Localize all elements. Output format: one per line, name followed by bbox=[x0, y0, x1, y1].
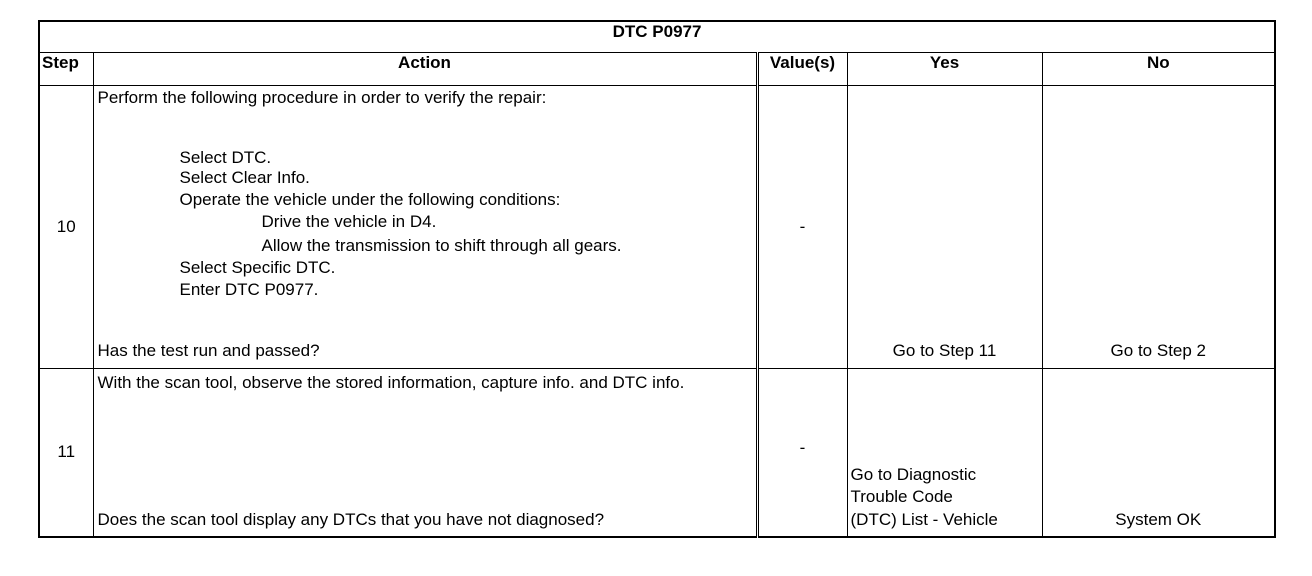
no-result: Go to Step 2 bbox=[1110, 341, 1206, 360]
action-subitem: Drive the vehicle in D4. bbox=[261, 212, 437, 231]
step-number: 11 bbox=[39, 369, 93, 537]
no-cell bbox=[1042, 369, 1275, 537]
action-cell bbox=[93, 86, 757, 369]
action-item: Select Clear Info. bbox=[179, 168, 310, 187]
table-title: DTC P0977 bbox=[39, 21, 1275, 53]
action-item: Operate the vehicle under the following conditions: bbox=[179, 190, 561, 209]
header-action: Action bbox=[93, 53, 757, 86]
yes-result: Go to Step 11 bbox=[892, 341, 997, 360]
action-item: Select Specific DTC. bbox=[179, 258, 336, 277]
no-cell bbox=[1042, 86, 1275, 369]
yes-result-line: Go to Diagnostic bbox=[850, 465, 977, 484]
action-cell bbox=[93, 369, 757, 537]
header-yes: Yes bbox=[847, 53, 1042, 86]
action-question: Does the scan tool display any DTCs that you have not diagnosed? bbox=[97, 510, 605, 529]
header-values: Value(s) bbox=[757, 53, 847, 86]
table-title-row bbox=[39, 21, 1275, 53]
action-intro: With the scan tool, observe the stored information, capture info. and DTC info. bbox=[97, 373, 685, 392]
action-intro: Perform the following procedure in order to verify the repair: bbox=[97, 88, 547, 107]
value-text: - bbox=[799, 438, 806, 458]
table-row bbox=[39, 369, 1275, 537]
yes-cell bbox=[847, 86, 1042, 369]
no-result: System OK bbox=[1115, 510, 1202, 529]
yes-result-line: Trouble Code bbox=[850, 487, 953, 506]
step-number: 10 bbox=[39, 86, 93, 369]
action-item: Enter DTC P0977. bbox=[179, 280, 319, 299]
table-row bbox=[39, 86, 1275, 369]
action-question: Has the test run and passed? bbox=[97, 341, 320, 360]
header-step: Step bbox=[39, 53, 93, 86]
dtc-table bbox=[38, 20, 1276, 538]
value-cell: - bbox=[757, 86, 847, 369]
table-header-row bbox=[39, 53, 1275, 86]
value-cell bbox=[757, 369, 847, 537]
action-item: Select DTC. bbox=[179, 148, 272, 167]
header-no: No bbox=[1042, 53, 1275, 86]
action-subitem: Allow the transmission to shift through all gears. bbox=[261, 236, 622, 255]
yes-result-line: (DTC) List - Vehicle bbox=[850, 510, 998, 529]
yes-cell bbox=[847, 369, 1042, 537]
